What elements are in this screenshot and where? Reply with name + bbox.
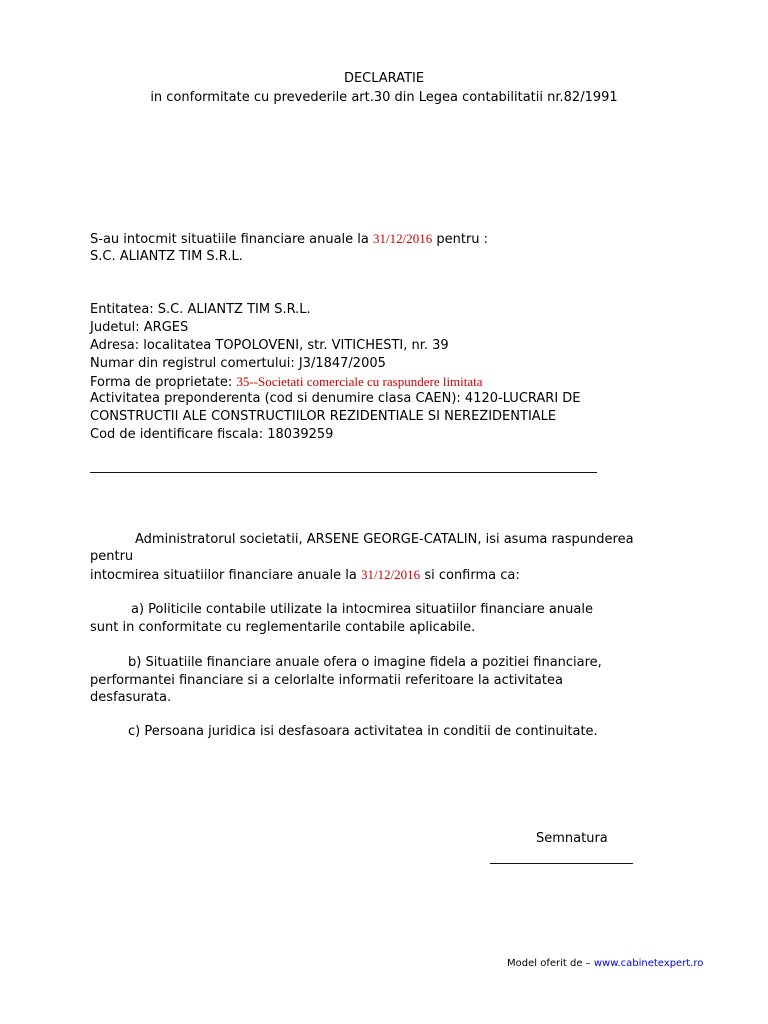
entity-registry: Numar din registrul comertului: J3/1847/2005 — [90, 356, 386, 371]
point-a-line-2: sunt in conformitate cu reglementarile contabile aplicabile. — [90, 620, 476, 635]
signature-label: Semnatura — [536, 831, 608, 846]
document-subtitle: in conformitate cu prevederile art.30 din Legea contabilitatii nr.82/1991 — [150, 90, 618, 105]
document-title: DECLARATIE — [343, 71, 425, 86]
point-b-line-3: desfasurata. — [90, 690, 172, 705]
entity-address: Adresa: localitatea TOPOLOVENI, str. VITICHESTI, nr. 39 — [90, 338, 449, 353]
footer-label: Model oferit de – — [507, 958, 594, 969]
point-c-line-1: c) Persoana juridica isi desfasoara activitatea in conditii de continuitate. — [128, 724, 598, 739]
entity-activity-line-2: CONSTRUCTII ALE CONSTRUCTIILOR REZIDENTIALE SI NEREZIDENTIALE — [90, 409, 557, 424]
footer-link[interactable]: www.cabinetexpert.ro — [593, 958, 704, 969]
statement-line-3 — [90, 566, 520, 585]
point-b-line-2: performantei financiare si a celorlalte informatii referitoare la activitatea — [90, 673, 563, 688]
entity-name: Entitatea: S.C. ALIANTZ TIM S.R.L. — [90, 302, 311, 317]
separator-line: ______________________________________________________________________________ — [90, 459, 597, 474]
statement-date: 31/12/2016 — [360, 567, 421, 582]
intro-line-1 — [90, 230, 488, 249]
intro-suffix: pentru : — [432, 232, 489, 247]
entity-county: Judetul: ARGES — [90, 320, 189, 335]
statement-prefix: intocmirea situatiilor financiare anuale la — [90, 568, 361, 583]
footer — [507, 956, 703, 971]
statement-line-2: pentru — [90, 549, 134, 564]
ownership-value: 35--Societati comerciale cu raspundere limitata — [236, 374, 483, 389]
signature-line: ______________________ — [490, 850, 633, 865]
intro-prefix: S-au intocmit situatiile financiare anuale la — [90, 232, 373, 247]
ownership-label: Forma de proprietate: — [90, 375, 237, 390]
entity-fiscal-code: Cod de identificare fiscala: 18039259 — [90, 427, 334, 442]
statement-line-1: Administratorul societatii, ARSENE GEORGE-CATALIN, isi asuma raspunderea — [135, 532, 634, 547]
point-b-line-1: b) Situatiile financiare anuale ofera o imagine fidela a pozitiei financiare, — [128, 655, 602, 670]
intro-company: S.C. ALIANTZ TIM S.R.L. — [90, 249, 243, 264]
statement-suffix: si confirma ca: — [420, 568, 520, 583]
intro-date: 31/12/2016 — [373, 231, 433, 246]
entity-activity-line-1: Activitatea preponderenta (cod si denumire clasa CAEN): 4120-LUCRARI DE — [90, 391, 581, 406]
point-a-line-1: a) Politicile contabile utilizate la intocmirea situatiilor financiare anuale — [131, 602, 593, 617]
